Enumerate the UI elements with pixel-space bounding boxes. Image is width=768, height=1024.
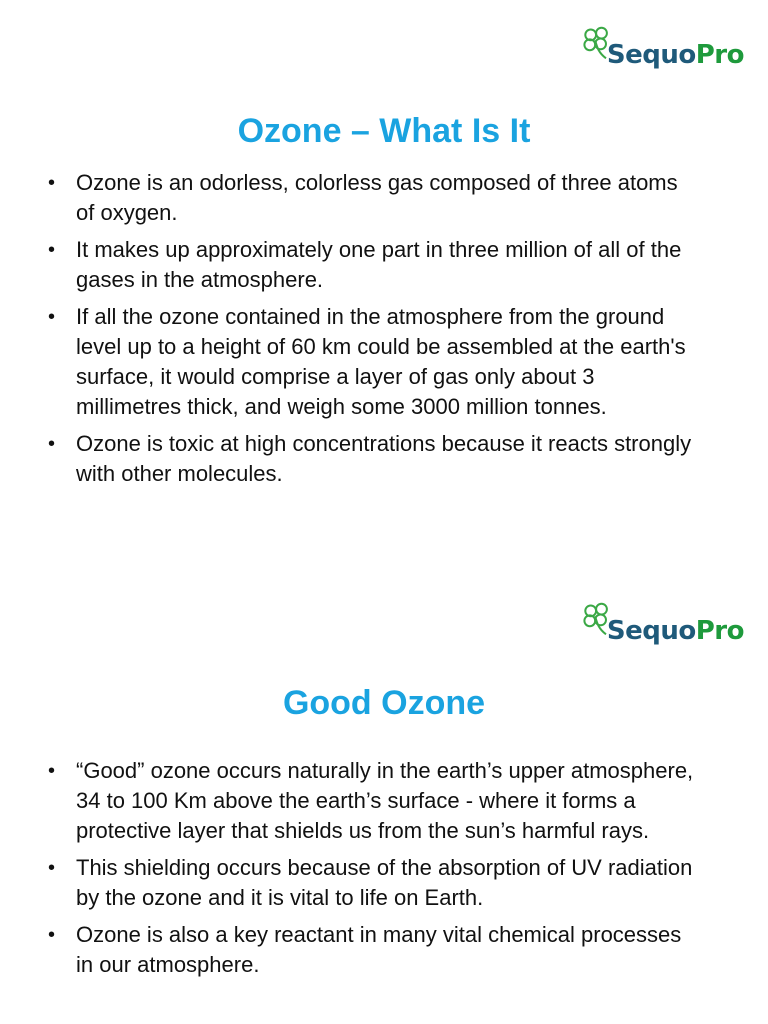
bullet-item: • “Good” ozone occurs naturally in the earth’s upper atmosphere, 34 to 100 Km above the earth’s surface - where it forms a protective layer that shields us from the sun’s harmful rays. (48, 758, 694, 843)
slide-good-ozone (0, 512, 768, 1024)
bullet-dot: • (48, 239, 56, 261)
sequopro-logo (579, 24, 744, 70)
bullet-item: • If all the ozone contained in the atmosphere from the ground level up to a height of 60 km could be assembled at the earth's surface, it would comprise a layer of gas only about 3 millimetres thick, and weigh some 3000 million tonnes. (48, 304, 686, 419)
slide-title: Good Ozone (282, 684, 486, 722)
bullet-item: • Ozone is toxic at high concentrations because it reacts strongly with other molecules. (48, 431, 692, 486)
bullet-dot: • (48, 306, 56, 328)
logo-text: SequoPro (606, 40, 744, 70)
bullet-dot: • (48, 760, 56, 782)
bullet-dot: • (48, 924, 56, 946)
bullet-dot: • (48, 433, 56, 455)
bullet-dot: • (48, 857, 56, 879)
slide-title: Ozone – What Is It (237, 112, 531, 150)
bullet-list (48, 756, 698, 987)
bullet-list (48, 168, 698, 496)
bullet-item: • Ozone is also a key reactant in many vital chemical processes in our atmosphere. (48, 922, 682, 977)
bullet-item: • It makes up approximately one part in three million of all of the gases in the atmosphere. (48, 237, 682, 292)
bullet-item: • This shielding occurs because of the absorption of UV radiation by the ozone and it is vital to life on Earth. (48, 855, 693, 910)
bullet-dot: • (48, 172, 56, 194)
sequopro-logo (579, 600, 744, 646)
bullet-item: • Ozone is an odorless, colorless gas composed of three atoms of oxygen. (48, 170, 678, 225)
logo-text: SequoPro (606, 616, 744, 646)
